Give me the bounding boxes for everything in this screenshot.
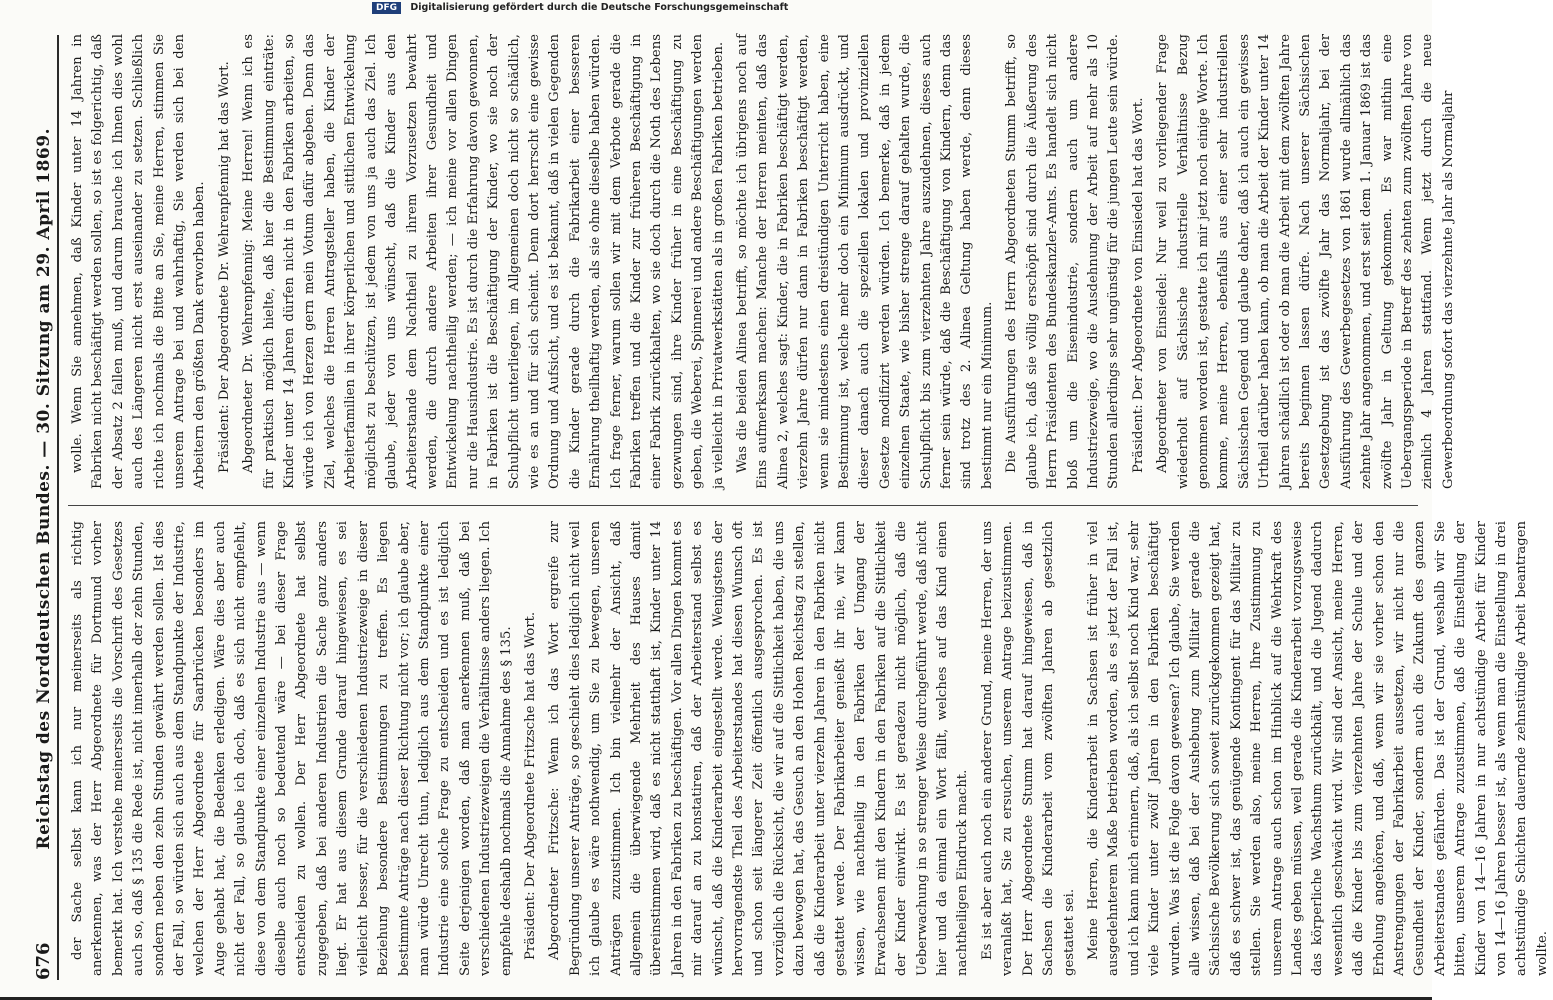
paragraph: Abgeordneter Fritzsche: Wenn ich das Wort ergreife zur Begründung unserer Anträge, so geschieht dies lediglich nicht weil ich glaube es wäre nothwendig, um Sie zu bewegen, unseren Anträgen zuzustimmen. Ich bin vielmehr der Ansicht, daß allgemein die überwiegende Mehrheit des Hauses damit übereinstimmen wird, daß es nicht statthaft ist, Kinder unter 14 Jahren in den Fabriken zu beschäftigen. Vor allen Dingen kommt es mir darauf an zu konstatiren, daß der Arbeiterstand selbst es wünscht, daß die Kinderarbeit eingestellt werde. Wenigstens der hervorragendste Theil des Arbeiterstandes hat diesen Wunsch oft und schon seit längerer Zeit öffentlich ausgesprochen. Es ist vorzüglich die Rücksicht, die wir auf die Sittlichkeit haben, die uns dazu bewogen hat, das Gesuch an den Hohen Reichstag zu stellen, daß die Kinderarbeit unter vierzehn Jahren in den Fabriken nicht gestattet werde. Der Fabrikarbeiter genießt ihr nie, wir kann wissen, wie nachtheilig in den Fabriken der Umgang der Erwachsenen mit den Kindern in den Fabriken auf die Sittlichkeit der Kinder einwirkt. Es ist geradezu nicht möglich, daß die Ueberwachung in so strenger Weise durchgeführt werde, daß nicht hier und da einmal ein Wort fällt, welches auf das Kind einen nachtheiligen Eindruck macht. xyxy=(547,521,971,976)
dfg-credit xyxy=(300,2,860,22)
left-column xyxy=(68,521,1550,976)
paragraph: Es ist aber auch noch ein anderer Grund, meine Herren, der uns veranlaßt hat, Sie zu ersuchen, unserem Antrage beizustimmen. Der Herr Abgeordnete Stumm hat darauf hingewiesen, daß in Sachsen die Kinderarbeit vom zwölften Jahren ab gesetzlich gestattet sei. xyxy=(979,521,1077,976)
running-title: Reichstag des Norddeutschen Bundes. — 30. Sitzung am 29. April 1869. xyxy=(34,127,54,850)
paragraph: Abgeordneter Dr. Wehrenpfennig: Meine Herren! Wenn ich es für praktisch möglich hielte, daß hier die Bestimmung einträte: Kinder unter 14 Jahren dürfen nicht in den Fabriken arbeiten, so würde ich von Herzen gern mein Votum dafür abgeben. Denn das Ziel, welches die Herren Antragsteller haben, die Kinder der Arbeiterfamilien in ihrer körperlichen und sittlichen Entwickelung möglichst zu beschützen, ist jedem von uns ja auch das Ziel. Ich glaube, jeder von uns wünscht, daß die Kinder aus den Arbeiterstande dem Nachtheil zu ihrem Vorzusetzen bewahrt werden, die durch andere Arbeiten ihrer Gesundheit und Entwickelung nachtheilig werden; — ich meine vor allen Dingen nur die Hausindustrie. Es ist durch die Erfahrung davon gewonnen, in Fabriken ist die Beschäftigung der Kinder, wo sie noch der Schulpflicht unterliegen, im Allgemeinen doch nicht so schädlich, wie es an und für sich scheint. Denn dort herrscht eine gewisse Ordnung und Aufsicht, und es ist bekannt, daß in vielen Gegenden die Kinder gerade durch die Fabrikarbeit einer besseren Ernährung theilhaftig werden, als sie ohne dieselbe haben würden. Ich frage ferner, warum sollen wir mit dem Verbote gerade die Fabriken treffen und die Kinder zur früheren Beschäftigung in einer Fabrik zurückhalten, wo sie doch durch die Noth des Lebens gezwungen sind, ihre Kinder früher in eine Beschäftigung zu geben, die Weberei, Spinnerei und andere Beschäftigungen werden ja vielleicht in Privatwerkstätten als in großen Fabriken betrieben. xyxy=(241,34,726,489)
paragraph: Präsident: Der Abgeordnete Dr. Wehrenpfennig hat das Wort. xyxy=(216,61,232,473)
paragraph: Abgeordneter von Einsiedel: Nur weil zu vorliegender Frage wiederholt auf Sächsische industrielle Verhältnisse Bezug genommen worden ist, gestatte ich mir jetzt noch einige Worte. Ich komme, meine Herren, ebenfalls aus einer sehr industriellen Sächsischen Gegend und glaube daher, daß ich auch ein gewisses Urtheil darüber haben kann, ob man die Arbeit der Kinder unter 14 Jahren schädlich ist oder ob man die Arbeit mit dem zwölften Jahre bereits beginnen lassen dürfe. Nach unserer Sächsischen Gesetzgebung ist das zwölfte Jahr das Normaljahr, bei der Ausführung des Gewerbegesetzes von 1861 wurde allmählich das zehnte Jahr angenommen, und erst seit dem 1. Januar 1869 ist das zwölfte Jahr in Geltung gekommen. Es war mithin eine Uebergangsperiode in Betreff des zehnten zum zwölften Jahre von ziemlich 4 Jahren stattfand. Wenn jetzt durch die neue Gewerbeordnung sofort das vierzehnte Jahr als Normaljahr xyxy=(1155,34,1456,489)
right-column xyxy=(68,34,1456,489)
paragraph: Präsident: Der Abgeordnete von Einsiedel hat das Wort. xyxy=(1130,97,1146,473)
paragraph: Die Ausführungen des Herrn Abgeordneten Stumm betrifft, so glaube ich, daß sie völlig erschöpft sind durch die Äußerung des Herrn Präsidenten des Bundeskanzler-Amts. Es handelt sich nicht bloß um die Eisenindustrie, sondern auch um andere Industriezweige, wo die Ausdehnung der Arbeit auf mehr als 10 Stunden allerdings sehr ungünstig für die jungen Leute sein würde. xyxy=(1004,34,1122,489)
dfg-credit-text: Digitalisierung gefördert durch die Deutsche Forschungsgemeinschaft xyxy=(410,2,789,13)
paragraph: Meine Herren, die Kinderarbeit in Sachsen ist früher in viel ausgedehnterem Maße betrieben worden, als es jetzt der Fall ist, und ich kann mich erinnern, daß, als ich selbst noch Kind war, sehr viele Kinder unter zwölf Jahren in den Fabriken beschäftigt wurden. Was ist die Folge davon gewesen? Ich glaube, Sie werden alle wissen, daß bei der Aushebung zum Militair gerade die Sächsische Bevölkerung sich soweit zurückgekommen gezeigt hat, daß es schwer ist, das genügende Kontingent für das Militair zu stellen. Sie werden also, meine Herren, Ihre Zustimmung zu unserem Antrage auch schon im Hinblick auf die Wehrkraft des Landes geben müssen, weil gerade die Kinderarbeit vorzugsweise das körperliche Wachsthum zurückhält, und die Jugend dadurch wesentlich geschwächt wird. Wir sind der Ansicht, meine Herren, daß die Kinder bis zum vierzehnten Jahre der Schule und der Erholung angehören, und daß, wenn wir sie vorher schon den Anstrengungen der Fabrikarbeit aussetzen, wir nicht nur die Gesundheit der Kinder, sondern auch die Zukunft des ganzen Arbeiterstandes gefährden. Das ist der Grund, weshalb wir Sie bitten, unserem Antrage zuzustimmen, daß die Einstellung der Kinder von 14—16 Jahren in nur achtstündige Arbeit für Kinder von 14—16 Jahren besser ist, als wenn man die Einstellung in drei achtstündige Schichten dauernde zehnstündige Arbeit beantragen wollte. xyxy=(1085,521,1550,976)
column-divider xyxy=(68,505,1418,506)
paragraph: Was die beiden Alinea betrifft, so möchte ich übrigens noch auf Eins aufmerksam machen: Manche der Herren meinten, daß das Alinea 2, welches sagt: Kinder, die in Fabriken beschäftigt werden, vierzehn Jahre dürfen nur dann in Fabriken beschäftigt werden, wenn sie mindestens einen dreistündigen Unterricht haben, eine Bestimmung ist, welche mehr doch ein Minimum ausdrückt, und dieser danach auch die speziellen lokalen und provinziellen Gesetze modifizirt werden würden. Ich bemerke, daß in jedem einzelnen Staate, wie bisher strenge darauf gehalten wurde, die Schulpflicht bis zum vierzehnten Jahre auszudehnen, dieses auch ferner sein würde, daß die Beschäftigung von Kindern, denn das sind trotz des 2. Alinea Geltung haben werde, denn dieses bestimmt nur ein Minimum. xyxy=(735,34,995,489)
paragraph: wolle. Wenn Sie annehmen, daß Kinder unter 14 Jahren in Fabriken nicht beschäftigt werden sollen, so ist es folgerichtig, daß der Absatz 2 fallen muß, und darum brauche ich Ihnen dies wohl auch des Längeren nicht erst auseinander zu setzen. Schließlich richte ich nochmals die Bitte an Sie, meine Herren, stimmen Sie unserem Antrage bei und wahrhaftig, Sie werden sich bei den Arbeitern den größten Dank erworben haben. xyxy=(70,34,208,489)
page-header xyxy=(14,35,59,980)
page-number: 676 xyxy=(33,942,54,980)
dfg-logo: DFG xyxy=(372,2,401,14)
paragraph: der Sache selbst kann ich nur meinerseits als richtig anerkennen, was der Herr Abgeordnete für Dortmund vorher bemerkt hat. Ich verstehe meinerseits die Vorschrift des Gesetzes auch so, daß § 135 die Rede ist, nicht innerhalb der zehn Stunden, sondern neben den zehn Stunden gewährt werden sollen. Ist dies der Fall, so würden sich auch aus dem Standpunkte der Industrie, welchen der Herr Abgeordnete für Saarbrücken besonders im Auge gehabt hat, die Bedenken erledigen. Wäre dies aber auch nicht der Fall, so glaube ich doch, daß es sich nicht empfiehlt, diese von dem Standpunkte einer einzelnen Industrie aus — wenn dieselbe auch noch so bedeutend wäre — bei dieser Frage entscheiden zu wollen. Der Herr Abgeordnete hat selbst zugegeben, daß bei anderen Industrien die Sache ganz anders liegt. Er hat aus diesem Grunde darauf hingewiesen, es sei vielleicht besser, für die verschiedenen Industriezweige in dieser Beziehung besondere Bestimmungen zu treffen. Es liegen bestimmte Anträge nach dieser Richtung nicht vor; ich glaube aber, man würde Unrecht thun, lediglich aus dem Standpunkte einer Industrie eine solche Frage zu entscheiden und es ist lediglich Seite derjenigen worden, daß man anerkennen muß, daß bei verschiedenen Industriezweigen die Verhältnisse anders liegen. Ich empfehle deshalb nochmals die Annahme des § 135. xyxy=(70,521,514,976)
paragraph: Präsident: Der Abgeordnete Fritzsche hat das Wort. xyxy=(522,611,538,960)
